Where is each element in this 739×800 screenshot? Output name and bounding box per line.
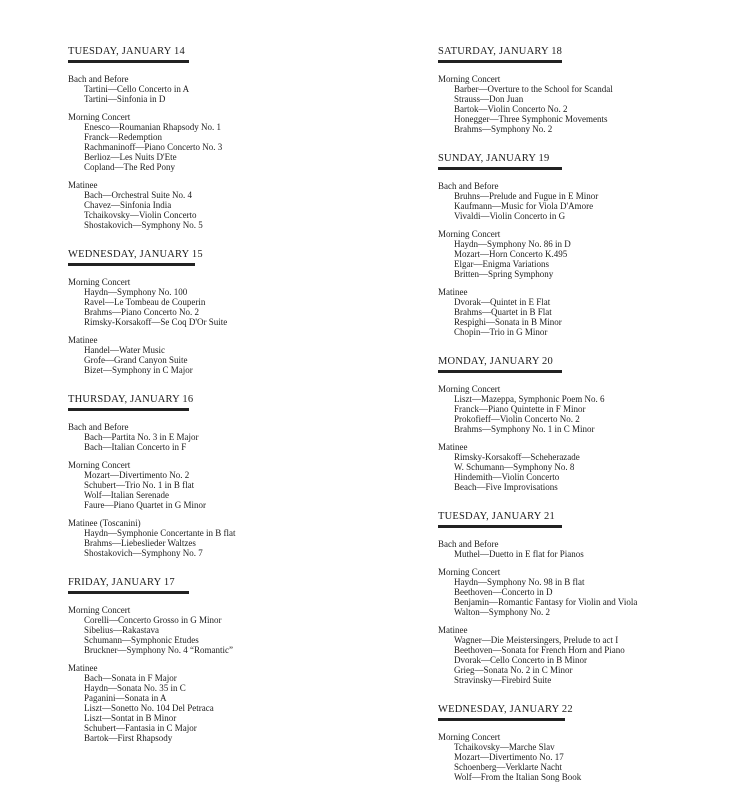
- program-piece: Bizet—Symphony in C Major: [84, 365, 193, 375]
- program-piece: Chavez—Sinfonia India: [84, 200, 172, 210]
- program-piece: Haydn—Symphony No. 98 in B flat: [454, 577, 585, 587]
- program-piece: Barber—Overture to the School for Scandal: [454, 84, 613, 94]
- program-piece: Brahms—Liebeslieder Waltzes: [84, 538, 196, 548]
- concert-session: [68, 112, 388, 172]
- concert-session: [68, 605, 388, 655]
- left-column: [68, 41, 388, 757]
- session-name: Morning Concert: [438, 229, 501, 239]
- session-name: Morning Concert: [68, 605, 131, 615]
- day-section: [438, 41, 730, 134]
- day-section: [438, 351, 730, 492]
- session-name: Matinee (Toscanini): [68, 518, 141, 528]
- concert-session: [68, 663, 388, 743]
- concert-session: [438, 539, 730, 559]
- day-section: [438, 506, 730, 685]
- program-piece: Wolf—From the Italian Song Book: [454, 772, 582, 782]
- program-piece: Beethoven—Sonata for French Horn and Piano: [454, 645, 625, 655]
- right-column: [438, 41, 730, 796]
- program-piece: Britten—Spring Symphony: [454, 269, 554, 279]
- concert-session: [68, 518, 388, 558]
- concert-session: [438, 74, 730, 134]
- session-name: Morning Concert: [68, 277, 131, 287]
- program-piece: Bartok—Violin Concerto No. 2: [454, 104, 568, 114]
- program-piece: Sibelius—Rakastava: [84, 625, 159, 635]
- session-name: Matinee: [438, 625, 468, 635]
- program-piece: Muthel—Duetto in E flat for Pianos: [454, 549, 584, 559]
- program-piece: Franck—Redemption: [84, 132, 162, 142]
- program-piece: Brahms—Quartet in B Flat: [454, 307, 552, 317]
- program-piece: Strauss—Don Juan: [454, 94, 524, 104]
- program-piece: Tartini—Sinfonia in D: [84, 94, 166, 104]
- program-piece: Kaufmann—Music for Viola D'Amore: [454, 201, 594, 211]
- program-piece: Copland—The Red Pony: [84, 162, 175, 172]
- program-piece: Liszt—Sontat in B Minor: [84, 713, 177, 723]
- program-piece: Prokofieff—Violin Concerto No. 2: [454, 414, 580, 424]
- program-piece: Stravinsky—Firebird Suite: [454, 675, 552, 685]
- program-piece: Schoenberg—Verklarte Nacht: [454, 762, 563, 772]
- program-piece: Wagner—Die Meistersingers, Prelude to act I: [454, 635, 619, 645]
- concert-session: [68, 277, 388, 327]
- concert-session: [438, 181, 730, 221]
- concert-session: [68, 460, 388, 510]
- concert-session: [438, 625, 730, 685]
- program-piece: Walton—Symphony No. 2: [454, 607, 551, 617]
- concert-session: [438, 287, 730, 337]
- program-piece: Liszt—Sonetto No. 104 Del Petraca: [84, 703, 214, 713]
- day-section: [68, 389, 388, 558]
- session-name: Morning Concert: [68, 112, 131, 122]
- program-piece: Schumann—Symphonic Etudes: [84, 635, 199, 645]
- program-piece: Shostakovich—Symphony No. 7: [84, 548, 203, 558]
- session-name: Bach and Before: [68, 422, 129, 432]
- program-piece: Paganini—Sonata in A: [84, 693, 167, 703]
- program-piece: Mozart—Horn Concerto K.495: [454, 249, 568, 259]
- session-name: Matinee: [68, 663, 98, 673]
- program-piece: Bach—Partita No. 3 in E Major: [84, 432, 199, 442]
- day-section: [438, 148, 730, 337]
- program-piece: Franck—Piano Quintette in F Minor: [454, 404, 586, 414]
- concert-session: [438, 442, 730, 492]
- program-piece: Beach—Five Improvisations: [454, 482, 558, 492]
- program-piece: Beethoven—Concerto in D: [454, 587, 553, 597]
- program-piece: Enesco—Roumanian Rhapsody No. 1: [84, 122, 221, 132]
- day-section: [68, 41, 388, 230]
- program-piece: Honegger—Three Symphonic Movements: [454, 114, 608, 124]
- program-piece: Corelli—Concerto Grosso in G Minor: [84, 615, 222, 625]
- program-piece: Schubert—Fantasia in C Major: [84, 723, 197, 733]
- program-piece: Bartok—First Rhapsody: [84, 733, 173, 743]
- concert-session: [438, 732, 730, 782]
- concert-session: [438, 567, 730, 617]
- day-section: [68, 572, 388, 743]
- session-name: Morning Concert: [438, 74, 501, 84]
- session-name: Morning Concert: [438, 384, 501, 394]
- program-piece: Haydn—Symphonie Concertante in B flat: [84, 528, 236, 538]
- program-piece: Rachmaninoff—Piano Concerto No. 3: [84, 142, 223, 152]
- day-section: [438, 699, 730, 782]
- concert-session: [68, 422, 388, 452]
- program-piece: Haydn—Sonata No. 35 in C: [84, 683, 186, 693]
- program-piece: Chopin—Trio in G Minor: [454, 327, 548, 337]
- program-piece: Hindemith—Violin Concerto: [454, 472, 560, 482]
- program-piece: Bach—Sonata in F Major: [84, 673, 177, 683]
- program-piece: Respighi—Sonata in B Minor: [454, 317, 562, 327]
- program-piece: Handel—Water Music: [84, 345, 165, 355]
- session-name: Matinee: [438, 287, 468, 297]
- program-piece: Brahms—Symphony No. 2: [454, 124, 553, 134]
- program-piece: Grofe—Grand Canyon Suite: [84, 355, 188, 365]
- program-piece: Wolf—Italian Serenade: [84, 490, 169, 500]
- session-name: Bach and Before: [438, 181, 499, 191]
- program-piece: Liszt—Mazeppa, Symphonic Poem No. 6: [454, 394, 605, 404]
- day-heading: WEDNESDAY, JANUARY 15: [68, 248, 195, 266]
- day-heading: SATURDAY, JANUARY 18: [438, 45, 562, 63]
- program-piece: Bach—Orchestral Suite No. 4: [84, 190, 192, 200]
- session-name: Bach and Before: [68, 74, 129, 84]
- program-piece: Rimsky-Korsakoff—Scheherazade: [454, 452, 580, 462]
- program-piece: Elgar—Enigma Variations: [454, 259, 550, 269]
- program-piece: Tchaikovsky—Marche Slav: [454, 742, 555, 752]
- concert-session: [68, 335, 388, 375]
- program-piece: Mozart—Divertimento No. 17: [454, 752, 564, 762]
- day-heading: TUESDAY, JANUARY 21: [438, 510, 562, 528]
- session-name: Matinee: [68, 335, 98, 345]
- concert-session: [68, 180, 388, 230]
- program-piece: Dvorak—Cello Concerto in B Minor: [454, 655, 587, 665]
- program-piece: Haydn—Symphony No. 100: [84, 287, 188, 297]
- program-piece: Rimsky-Korsakoff—Se Coq D'Or Suite: [84, 317, 228, 327]
- session-name: Bach and Before: [438, 539, 499, 549]
- session-name: Morning Concert: [438, 567, 501, 577]
- day-heading: THURSDAY, JANUARY 16: [68, 393, 189, 411]
- day-heading: MONDAY, JANUARY 20: [438, 355, 562, 373]
- concert-session: [438, 384, 730, 434]
- program-piece: Tartini—Cello Concerto in A: [84, 84, 190, 94]
- program-piece: Shostakovich—Symphony No. 5: [84, 220, 203, 230]
- program-piece: Ravel—Le Tombeau de Couperin: [84, 297, 206, 307]
- program-piece: Bruckner—Symphony No. 4 “Romantic”: [84, 645, 233, 655]
- day-heading: TUESDAY, JANUARY 14: [68, 45, 189, 63]
- day-heading: WEDNESDAY, JANUARY 22: [438, 703, 565, 721]
- concert-session: [68, 74, 388, 104]
- program-piece: Tchaikovsky—Violin Concerto: [84, 210, 197, 220]
- session-name: Matinee: [68, 180, 98, 190]
- session-name: Morning Concert: [68, 460, 131, 470]
- program-piece: W. Schumann—Symphony No. 8: [454, 462, 575, 472]
- program-piece: Benjamin—Romantic Fantasy for Violin and Viola: [454, 597, 638, 607]
- program-piece: Mozart—Divertimento No. 2: [84, 470, 190, 480]
- session-name: Matinee: [438, 442, 468, 452]
- program-piece: Brahms—Symphony No. 1 in C Minor: [454, 424, 595, 434]
- program-piece: Faure—Piano Quartet in G Minor: [84, 500, 206, 510]
- program-piece: Schubert—Trio No. 1 in B flat: [84, 480, 195, 490]
- program-piece: Dvorak—Quintet in E Flat: [454, 297, 551, 307]
- program-piece: Grieg—Sonata No. 2 in C Minor: [454, 665, 573, 675]
- program-piece: Haydn—Symphony No. 86 in D: [454, 239, 571, 249]
- concert-session: [438, 229, 730, 279]
- program-piece: Bach—Italian Concerto in F: [84, 442, 187, 452]
- day-heading: SUNDAY, JANUARY 19: [438, 152, 562, 170]
- day-heading: FRIDAY, JANUARY 17: [68, 576, 189, 594]
- program-piece: Bruhns—Prelude and Fugue in E Minor: [454, 191, 599, 201]
- program-piece: Berlioz—Les Nuits D'Ete: [84, 152, 177, 162]
- session-name: Morning Concert: [438, 732, 501, 742]
- program-piece: Brahms—Piano Concerto No. 2: [84, 307, 199, 317]
- program-piece: Vivaldi—Violin Concerto in G: [454, 211, 566, 221]
- day-section: [68, 244, 388, 375]
